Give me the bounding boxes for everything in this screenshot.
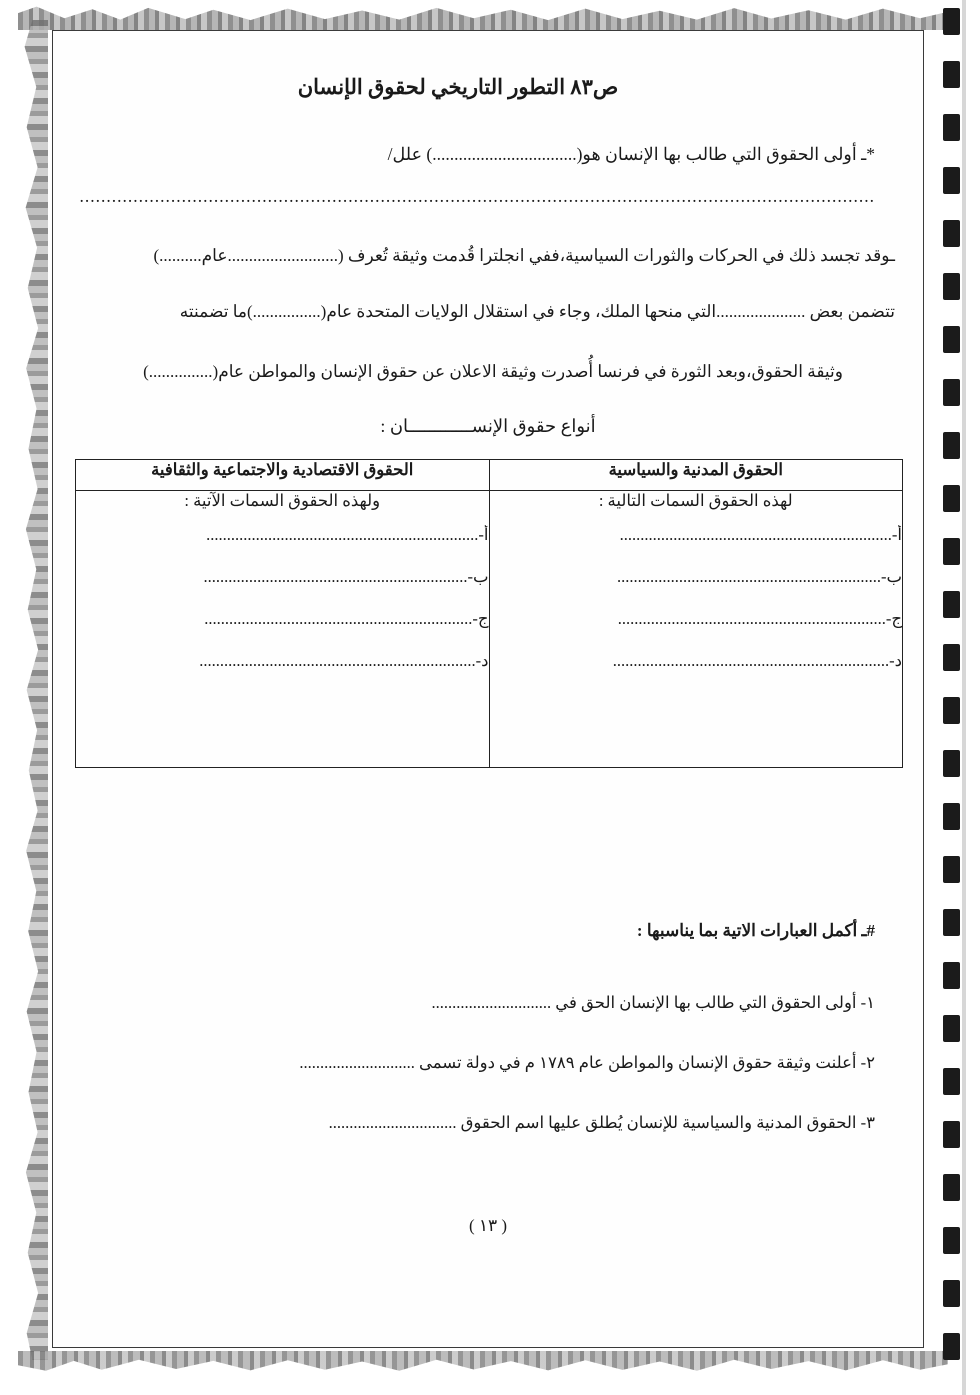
civil-item-c: ج-................................................................. bbox=[617, 609, 902, 628]
binding-hole bbox=[943, 220, 960, 247]
civil-intro: لهذه الحقوق السمات التالية : bbox=[598, 491, 793, 510]
table-header-economic-social-cultural: الحقوق الاقتصادية والاجتماعية والثقافية bbox=[76, 460, 490, 491]
complete-section-heading: #ـ أكمل العبارات الاتية بما يناسبها : bbox=[636, 921, 875, 940]
table-body-row bbox=[76, 491, 903, 768]
binding-hole bbox=[943, 379, 960, 406]
economic-item-b: ب-................................................................ bbox=[203, 567, 489, 586]
binding-hole bbox=[943, 1174, 960, 1201]
table-header-civil-political: الحقوق المدنية والسياسية bbox=[489, 460, 903, 491]
question-1: *ـ أولى الحقوق التي طالب بها الإنسان هو(.................................) علل/ bbox=[387, 144, 875, 164]
binding-hole bbox=[943, 909, 960, 936]
question-3: تتضمن بعض .....................التي منحها الملك، وجاء في استقلال الولايات المتحدة عام(................)ما تضمنته bbox=[179, 302, 895, 321]
table-header-row bbox=[76, 460, 903, 491]
binding-hole bbox=[943, 803, 960, 830]
page-number: ( ١٣ ) bbox=[468, 1216, 508, 1235]
binding-hole bbox=[943, 538, 960, 565]
binding-hole bbox=[943, 1333, 960, 1360]
binding-hole bbox=[943, 1015, 960, 1042]
binding-rail bbox=[962, 0, 966, 1395]
question-1-answer-line: .................................................................................................................................................... bbox=[79, 186, 875, 206]
binding-hole bbox=[943, 1068, 960, 1095]
scan-edge-left bbox=[22, 20, 48, 1360]
binding-hole bbox=[943, 750, 960, 777]
binding-hole bbox=[943, 485, 960, 512]
scan-edge-bottom bbox=[18, 1351, 948, 1373]
binding-hole bbox=[943, 114, 960, 141]
binding-hole bbox=[943, 1227, 960, 1254]
civil-item-b: ب-................................................................ bbox=[616, 567, 902, 586]
scan-edge-top bbox=[18, 4, 948, 30]
question-4: وثيقة الحقوق،وبعد الثورة في فرنسا أُصدرت وثيقة الاعلان عن حقوق الإنسان والمواطن عام(...............) bbox=[143, 362, 843, 381]
economic-intro: ولهذه الحقوق السمات الآتية : bbox=[184, 491, 381, 510]
binding-hole bbox=[943, 697, 960, 724]
binding-hole bbox=[943, 856, 960, 883]
worksheet-sheet bbox=[52, 30, 924, 1348]
economic-item-d: د-................................................................... bbox=[199, 651, 489, 670]
binding-hole bbox=[943, 432, 960, 459]
table-cell-civil-political bbox=[489, 491, 903, 768]
economic-item-c: ج-................................................................. bbox=[204, 609, 489, 628]
civil-item-d: د-................................................................... bbox=[612, 651, 902, 670]
table-cell-economic-social-cultural bbox=[76, 491, 490, 768]
complete-item-3: ٣- الحقوق المدنية والسياسية للإنسان يُطلق عليها اسم الحقوق ............................... bbox=[328, 1113, 875, 1132]
types-heading: أنواع حقوق الإنســــــــــــان : bbox=[380, 416, 596, 436]
civil-item-a: أ-.................................................................. bbox=[619, 525, 902, 544]
binding-hole bbox=[943, 273, 960, 300]
page-reference: ص٨٣ bbox=[570, 75, 619, 99]
binding-hole bbox=[943, 962, 960, 989]
rights-table bbox=[75, 459, 903, 768]
spiral-binding bbox=[932, 0, 966, 1395]
economic-item-a: أ-.................................................................. bbox=[206, 525, 489, 544]
binding-hole bbox=[943, 1121, 960, 1148]
binding-hole bbox=[943, 644, 960, 671]
binding-hole bbox=[943, 591, 960, 618]
binding-hole bbox=[943, 1280, 960, 1307]
page-title bbox=[53, 75, 923, 100]
binding-hole bbox=[943, 8, 960, 35]
binding-hole bbox=[943, 326, 960, 353]
complete-item-1: ١- أولى الحقوق التي طالب بها الإنسان الحق في ............................. bbox=[431, 993, 875, 1012]
binding-hole bbox=[943, 61, 960, 88]
question-2: ـوقد تجسد ذلك في الحركات والثورات السياسية،ففي انجلترا قُدمت وثيقة تُعرف (..........................عام..........) bbox=[153, 246, 895, 265]
page-title-text: التطور التاريخي لحقوق الإنسان bbox=[297, 75, 566, 99]
binding-hole bbox=[943, 167, 960, 194]
complete-item-2: ٢- أعلنت وثيقة حقوق الإنسان والمواطن عام ١٧٨٩ م في دولة تسمى ............................ bbox=[299, 1053, 875, 1072]
